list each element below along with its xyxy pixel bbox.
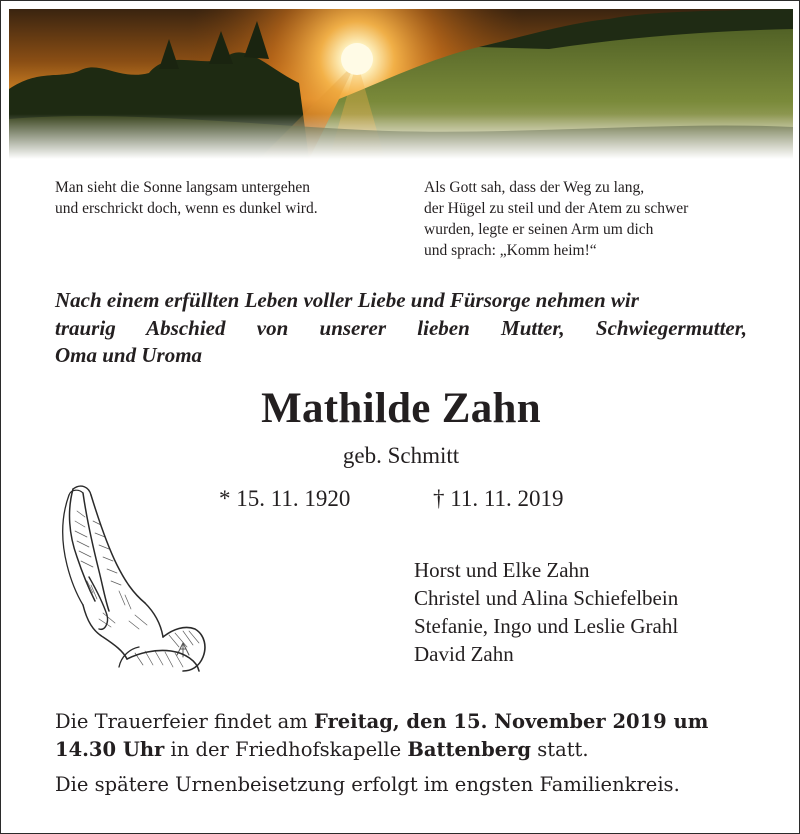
birth-name [1,441,800,471]
death-date: † 11. 11. 2019 [433,486,564,511]
sunset-banner-image [9,9,793,159]
quote-left-line: und erschrickt doch, wenn es dunkel wird. [55,200,318,217]
service-line [55,708,747,736]
birth-name-text: geb. Schmitt [342,443,460,468]
service-time: 14.30 Uhr [55,738,165,761]
family-member: Christel und Alina Schiefelbein [414,586,679,610]
family-member: Stefanie, Ingo und Leslie Grahl [414,614,679,638]
quote-right [424,177,688,261]
service-day: Freitag, den 15. November 2019 um [313,710,709,733]
service-place: Battenberg [407,738,532,761]
quote-right-line: der Hügel zu steil und der Atem zu schwer [424,200,689,217]
quote-right-line: wurden, legte er seinen Arm um dich [424,221,654,238]
service-line [55,736,747,764]
birth-date: * 15. 11. 1920 [219,486,351,511]
family-list [414,556,678,668]
funeral-service-info [55,708,747,764]
service-text: in der Friedhofskapelle [164,738,408,761]
service-text: statt. [531,738,589,761]
burial-info: Die spätere Urnenbeisetzung erfolgt im engsten Familienkreis. [55,773,680,796]
quote-right-line: und sprach: „Komm heim!“ [424,242,597,259]
quote-left [55,177,318,219]
intro-line: Oma und Uroma [55,343,203,367]
family-member: Horst und Elke Zahn [414,558,590,582]
quote-left-line: Man sieht die Sonne langsam untergehen [55,179,310,196]
family-member: David Zahn [414,642,514,666]
intro-line: Nach einem erfüllten Leben voller Liebe und Fürsorge nehmen wir [55,288,639,312]
service-text: Die Trauerfeier findet am [55,710,314,733]
praying-hands-image [59,481,211,677]
deceased-name: Mathilde Zahn [261,385,541,432]
intro-line: traurig Abschied von unserer lieben Mutter, Schwiegermutter, [55,315,747,340]
quote-right-line: Als Gott sah, dass der Weg zu lang, [424,179,645,196]
intro-text [55,287,747,370]
